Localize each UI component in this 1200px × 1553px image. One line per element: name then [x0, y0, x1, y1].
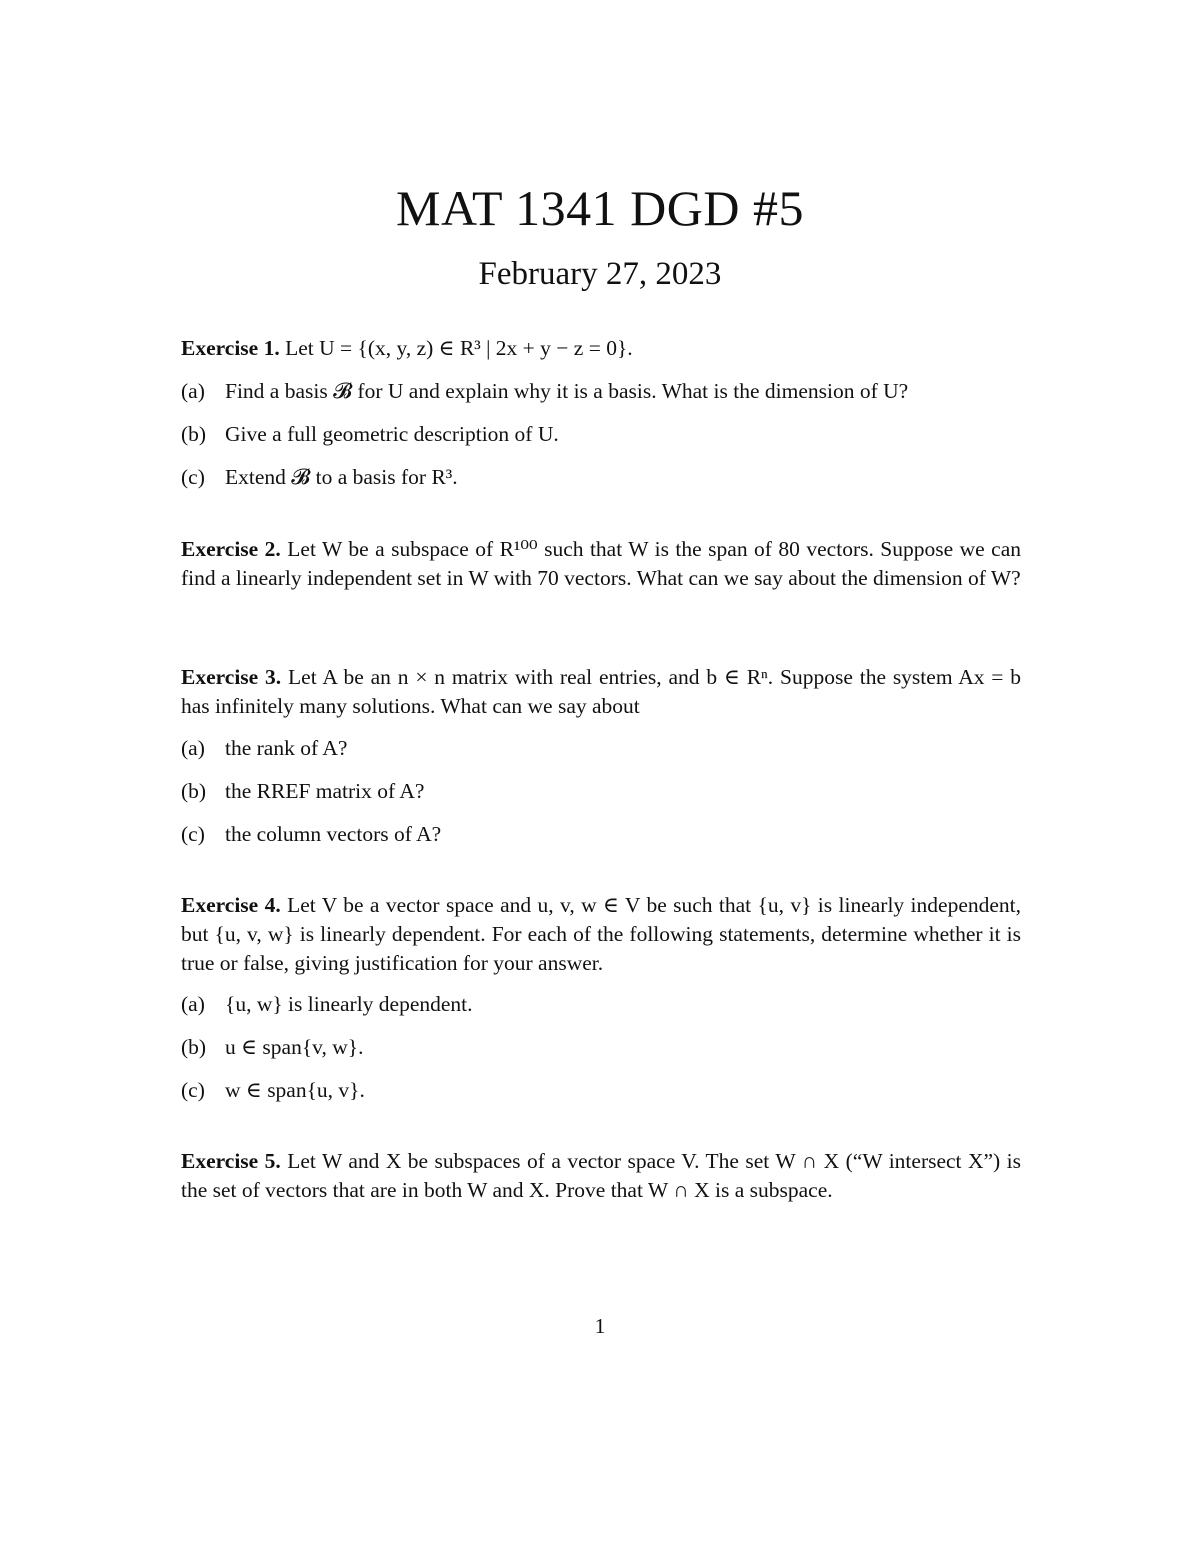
- part-text: Extend 𝓑 to a basis for R³.: [225, 465, 458, 489]
- part-label: (c): [181, 1078, 205, 1102]
- part-label: (a): [181, 736, 205, 760]
- exercise-label: Exercise 5.: [181, 1149, 281, 1173]
- exercise-3: [181, 663, 1021, 721]
- page-number: 1: [594, 1314, 606, 1338]
- exercise-5: [181, 1147, 1021, 1205]
- part-label: (c): [181, 822, 205, 846]
- exercise-3-parts: [181, 734, 1041, 863]
- part-text: w ∈ span{u, v}.: [225, 1078, 365, 1102]
- exercise-label: Exercise 1.: [181, 336, 280, 360]
- part-text: Give a full geometric description of U.: [225, 422, 559, 446]
- exercise-text: Let W and X be subspaces of a vector space V. The set W ∩ X (“W intersect X”) is the set of vectors that are in both W and X. Prove that W ∩ X is a subspace.: [181, 1149, 1021, 1202]
- part-text: {u, w} is linearly dependent.: [225, 992, 473, 1016]
- exercise-part: [181, 820, 1041, 863]
- part-text: Find a basis 𝓑 for U and explain why it is a basis. What is the dimension of U?: [225, 379, 909, 403]
- part-label: (b): [181, 1035, 207, 1059]
- exercise-text: Let V be a vector space and u, v, w ∈ V be such that {u, v} is linearly independent, but {u, v, w} is linearly dependent. For each of the following statements, determine whether it is true or false, giving justification for your answer.: [181, 893, 1022, 975]
- exercise-part: [181, 420, 1041, 463]
- part-label: (b): [181, 422, 207, 446]
- document-date: February 27, 2023: [478, 256, 722, 292]
- exercise-part: [181, 377, 1041, 420]
- exercise-label: Exercise 3.: [181, 665, 282, 689]
- exercise-part: [181, 1033, 1041, 1076]
- exercise-1-parts: [181, 377, 1041, 506]
- part-label: (a): [181, 379, 205, 403]
- exercise-label: Exercise 2.: [181, 537, 281, 561]
- exercise-4: [181, 891, 1021, 978]
- exercise-text: Let A be an n × n matrix with real entries, and b ∈ Rⁿ. Suppose the system Ax = b has infinitely many solutions. What can we say about: [181, 665, 1022, 718]
- exercise-part: [181, 1076, 1041, 1119]
- part-label: (c): [181, 465, 205, 489]
- part-label: (a): [181, 992, 205, 1016]
- exercise-text: Let U = {(x, y, z) ∈ R³ | 2x + y − z = 0}.: [285, 336, 633, 360]
- exercise-1: [181, 334, 1021, 363]
- exercise-2: [181, 535, 1021, 593]
- exercise-part: [181, 734, 1041, 777]
- exercise-label: Exercise 4.: [181, 893, 281, 917]
- part-text: the rank of A?: [225, 736, 348, 760]
- document-title: MAT 1341 DGD #5: [396, 180, 804, 236]
- exercise-text: Let W be a subspace of R¹⁰⁰ such that W is the span of 80 vectors. Suppose we can find a linearly independent set in W with 70 vectors. What can we say about the dimension of W?: [181, 537, 1022, 590]
- exercise-part: [181, 777, 1041, 820]
- exercise-part: [181, 463, 1041, 506]
- part-text: the RREF matrix of A?: [225, 779, 425, 803]
- exercise-4-parts: [181, 990, 1041, 1119]
- part-text: the column vectors of A?: [225, 822, 442, 846]
- part-text: u ∈ span{v, w}.: [225, 1035, 364, 1059]
- part-label: (b): [181, 779, 207, 803]
- exercise-part: [181, 990, 1041, 1033]
